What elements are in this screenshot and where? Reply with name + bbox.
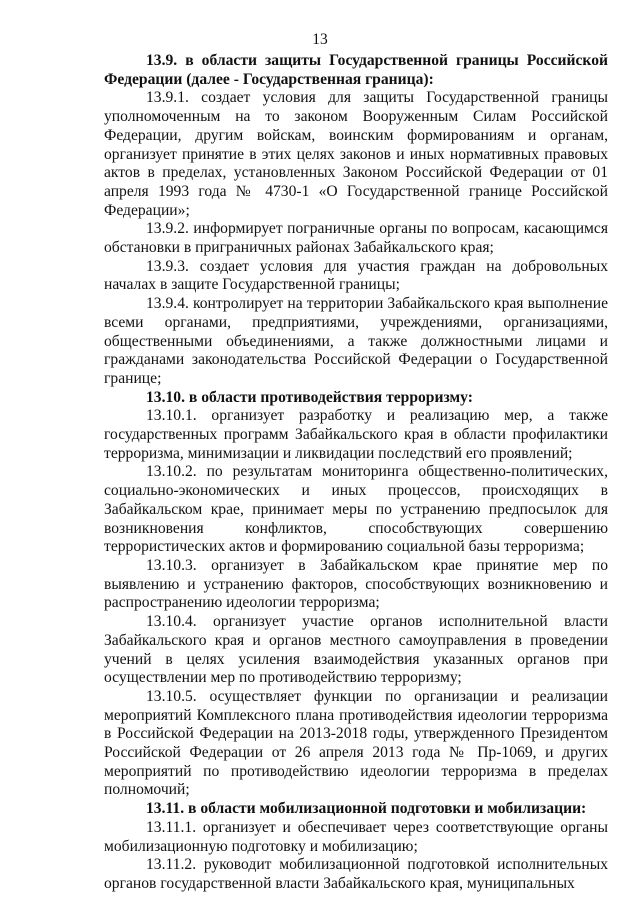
paragraph-13-9-2: 13.9.2. информирует пограничные органы по вопросам, касающимся обстановки в приграничных районах Забайкальского края; — [104, 220, 608, 257]
section-heading-13-9: 13.9. в области защиты Государственной границы Российской Федерации (далее - Государственная граница): — [104, 52, 608, 88]
page-number: 13 — [312, 31, 328, 48]
paragraph-13-10-3: 13.10.3. организует в Забайкальском крае принятие мер по выявлению и устранению факторов, способствующих возникновению и распространению идеологии терроризма; — [104, 556, 608, 612]
paragraph-13-9-3: 13.9.3. создает условия для участия граждан на добровольных началах в защите Государственной границы; — [104, 257, 608, 294]
paragraph-13-9-4: 13.9.4. контролирует на территории Забайкальского края выполнение всеми органами, предприятиями, учреждениями, организациями, общественными объединениями, а также должностными лицами и гражданами законодательства Российской Федерации о Государственной границе; — [104, 295, 608, 387]
section-heading-13-10: 13.10. в области противодействия терроризму: — [146, 388, 473, 406]
paragraph-13-10-5: 13.10.5. осуществляет функции по организации и реализации мероприятий Комплексного плана противодействия идеологии терроризма в Российской Федерации на 2013-2018 годы, утвержденного Президентом Российской Федерации от 26 апреля 2013 года № Пр-1069, и других мероприятий по противодействию идеологии терроризма в пределах полномочий; — [104, 687, 608, 799]
paragraph-13-11-2: 13.11.2. руководит мобилизационной подготовкой исполнительных органов государственной власти Забайкальского края, муниципальных — [104, 856, 608, 892]
paragraph-13-10-2: 13.10.2. по результатам мониторинга общественно-политических, социально-экономических и иных процессов, происходящих в Забайкальском крае, принимает меры по устранению предпосылок для возникновения конфликтов, способствующих совершению террористических актов и формированию социальной базы терроризма; — [104, 463, 608, 556]
paragraph-13-10-1: 13.10.1. организует разработку и реализацию мер, а также государственных программ Забайкальского края в области профилактики терроризма, минимизации и ликвидации последствий его проявлений; — [104, 407, 608, 462]
paragraph-13-11-1: 13.11.1. организует и обеспечивает через соответствующие органы мобилизационную подготовку и мобилизацию; — [104, 818, 608, 855]
section-heading-13-11: 13.11. в области мобилизационной подготовки и мобилизации: — [146, 800, 587, 818]
paragraph-13-10-4: 13.10.4. организует участие органов исполнительной власти Забайкальского края и органов местного самоуправления в проведении учений в целях усиления взаимодействия указанных органов при осуществлении мер по противодействию терроризму; — [104, 613, 608, 687]
document-body — [104, 52, 608, 894]
paragraph-13-9-1: 13.9.1. создает условия для защиты Государственной границы уполномоченным на то законом Вооруженным Силам Российской Федерации, другим войскам, воинским формированиям и органам, организует принятие в этих целях законов и иных нормативных правовых актов в пределах, установленных Законом Российской Федерации от 01 апреля 1993 года № 4730-1 «О Государственной границе Российской Федерации»; — [104, 89, 608, 219]
